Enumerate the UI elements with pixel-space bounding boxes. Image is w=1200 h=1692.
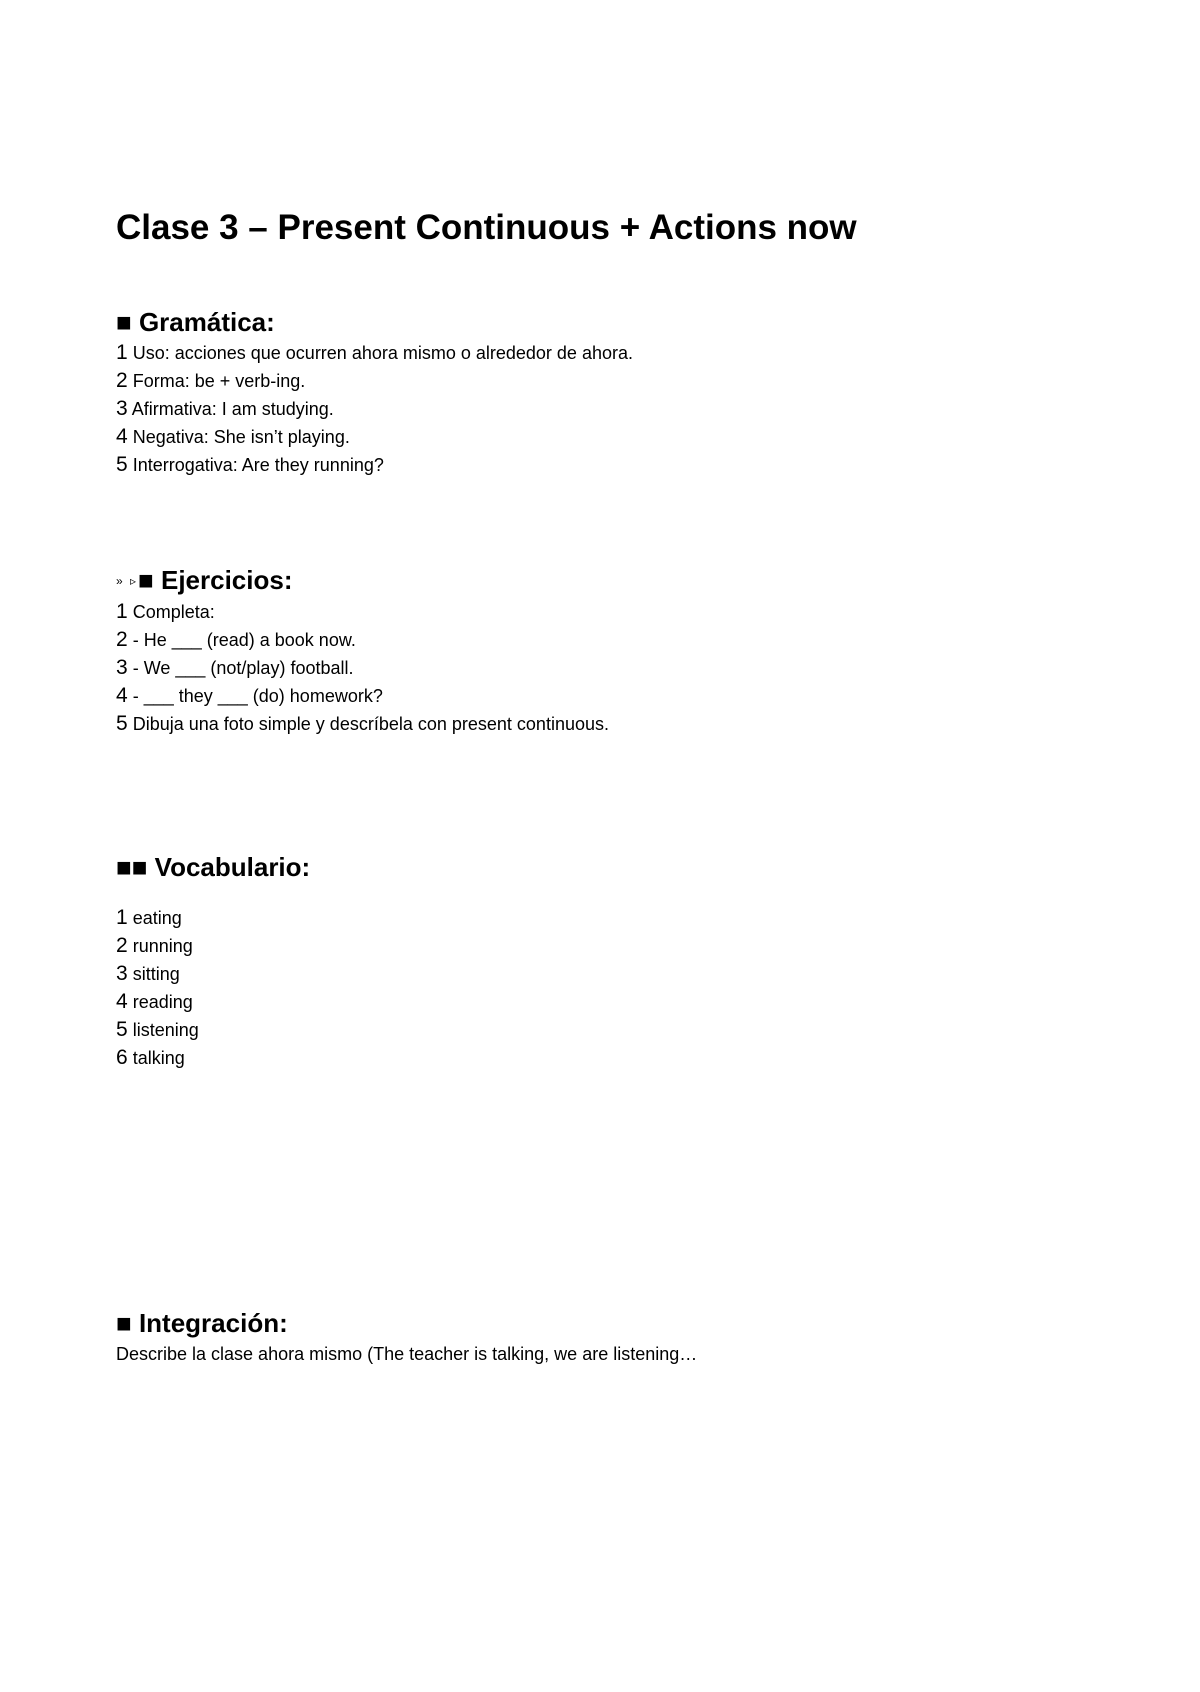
item-number: 5 <box>116 1018 128 1041</box>
heading-label: Vocabulario: <box>154 852 311 882</box>
item-number: 5 <box>116 453 128 476</box>
item-number: 3 <box>116 397 128 420</box>
item-text: talking <box>132 1048 185 1068</box>
item-text: reading <box>132 992 193 1012</box>
item-text: running <box>132 936 193 956</box>
item-text: - He ___ (read) a book now. <box>132 630 356 650</box>
section-heading-vocabulario <box>116 850 310 884</box>
item-number: 2 <box>116 934 128 957</box>
item-text: - We ___ (not/play) football. <box>132 658 354 678</box>
list-item <box>116 682 609 710</box>
heading-label: Ejercicios: <box>160 565 293 595</box>
list-item <box>116 960 310 988</box>
item-number: 4 <box>116 990 128 1013</box>
section-heading-ejercicios <box>116 563 609 598</box>
double-square-bullet-icon: ■■ <box>116 852 148 882</box>
item-number: 2 <box>116 628 128 651</box>
item-text: Interrogativa: Are they running? <box>132 455 384 475</box>
item-number: 4 <box>116 425 128 448</box>
item-number: 3 <box>116 656 128 679</box>
list-item <box>116 904 310 932</box>
item-text: - ___ they ___ (do) homework? <box>132 686 383 706</box>
item-number: 3 <box>116 962 128 985</box>
item-text: Completa: <box>132 602 215 622</box>
item-text: Negativa: She isn’t playing. <box>132 427 350 447</box>
page-title: Clase 3 – Present Continuous + Actions now <box>116 208 857 247</box>
arrow-bullet-icon: » ▹ <box>116 574 139 588</box>
item-number: 1 <box>116 341 128 364</box>
item-text: Forma: be + verb-ing. <box>132 371 306 391</box>
list-item <box>116 988 310 1016</box>
section-vocabulario <box>116 850 310 1072</box>
list-item <box>116 1016 310 1044</box>
item-text: eating <box>132 908 182 928</box>
list-item <box>116 367 633 395</box>
spacer <box>116 884 310 904</box>
item-text: listening <box>132 1020 199 1040</box>
section-integracion <box>116 1306 697 1368</box>
list-item <box>116 932 310 960</box>
square-bullet-icon: ■ <box>138 565 154 595</box>
list-item <box>116 626 609 654</box>
list-item <box>116 395 633 423</box>
heading-label: Integración: <box>138 1308 288 1338</box>
item-number: 4 <box>116 684 128 707</box>
list-item <box>116 654 609 682</box>
list-item <box>116 1044 310 1072</box>
item-number: 2 <box>116 369 128 392</box>
list-item <box>116 451 633 479</box>
item-number: 5 <box>116 712 128 735</box>
item-text: sitting <box>132 964 180 984</box>
square-bullet-icon: ■ <box>116 307 132 337</box>
list-item <box>116 423 633 451</box>
item-number: 6 <box>116 1046 128 1069</box>
section-gramatica <box>116 305 633 479</box>
heading-label: Gramática: <box>138 307 275 337</box>
square-bullet-icon: ■ <box>116 1308 132 1338</box>
list-item <box>116 598 609 626</box>
list-item <box>116 339 633 367</box>
item-text: Dibuja una foto simple y descríbela con present continuous. <box>132 714 609 734</box>
list-item <box>116 710 609 738</box>
item-number: 1 <box>116 906 128 929</box>
item-text: Afirmativa: I am studying. <box>131 399 334 419</box>
item-number: 1 <box>116 600 128 623</box>
integration-text: Describe la clase ahora mismo (The teacher is talking, we are listening… <box>116 1344 698 1364</box>
section-ejercicios <box>116 563 609 738</box>
section-heading-integracion <box>116 1306 697 1340</box>
section-heading-gramatica <box>116 305 633 339</box>
item-text: Uso: acciones que ocurren ahora mismo o alrededor de ahora. <box>132 343 633 363</box>
